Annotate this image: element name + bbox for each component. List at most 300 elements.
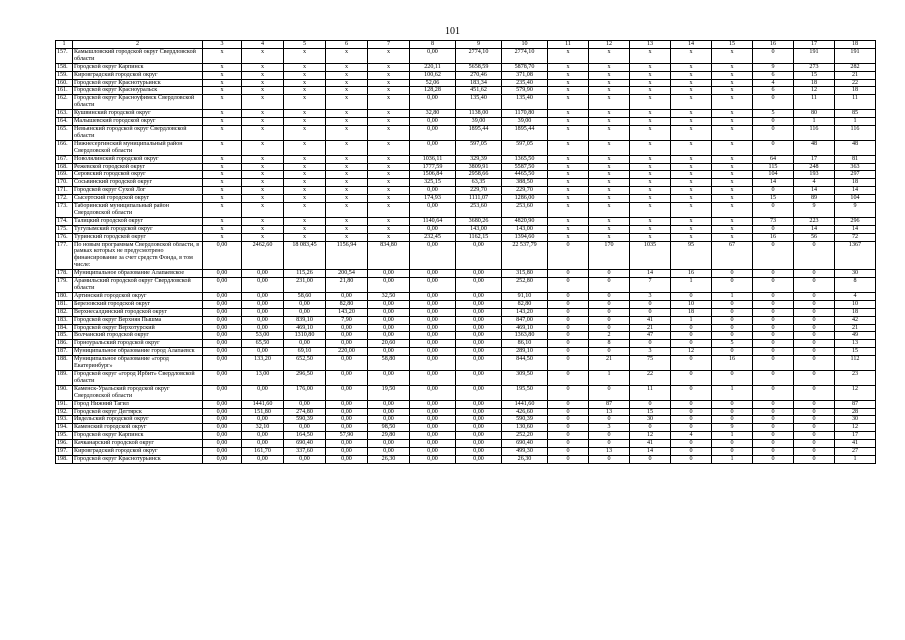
value-cell: 0,00 [410,292,456,300]
table-row [56,171,876,179]
value-cell: 0,00 [203,424,242,432]
value-cell: 229,70 [502,187,548,195]
value-cell: 0 [671,385,712,400]
value-cell: 0 [794,316,835,324]
value-cell: 82,80 [502,300,548,308]
value-cell: x [671,195,712,203]
value-cell: 1036,11 [410,155,456,163]
value-cell: x [368,110,410,118]
column-number: 17 [794,41,835,49]
value-cell: 252,80 [502,278,548,293]
value-cell: 28 [835,408,876,416]
value-cell: 14 [794,187,835,195]
table-row [56,448,876,456]
value-cell: 0,00 [456,370,502,385]
value-cell: 41 [630,316,671,324]
value-cell: x [368,48,410,63]
value-cell: 0,00 [410,400,456,408]
value-cell: x [548,95,589,110]
municipality-name-cell: Муниципальное образование Алапаевское [73,270,203,278]
value-cell: 2774,10 [502,48,548,63]
value-cell: x [589,118,630,126]
municipality-name-cell: Кушвинский городской округ [73,110,203,118]
value-cell: 0,00 [326,370,368,385]
value-cell: 16 [712,356,753,371]
value-cell: 0,00 [203,370,242,385]
value-cell: x [712,140,753,155]
value-cell: 0,00 [242,324,284,332]
value-cell: 0 [548,340,589,348]
value-cell: 12 [835,424,876,432]
value-cell: 0 [548,416,589,424]
value-cell: 0 [753,140,794,155]
value-cell: x [242,171,284,179]
value-cell: 0,00 [456,385,502,400]
table-row [56,332,876,340]
value-cell: 0 [753,332,794,340]
value-cell: x [368,171,410,179]
value-cell: x [326,233,368,241]
value-cell: 0,00 [326,332,368,340]
row-number-cell: 190. [56,385,73,400]
value-cell: 67 [712,241,753,270]
value-cell: 0 [589,455,630,463]
value-cell: 112 [835,356,876,371]
value-cell: x [368,118,410,126]
row-number-cell: 171. [56,187,73,195]
value-cell: 2462,60 [242,241,284,270]
row-number-cell: 186. [56,340,73,348]
value-cell: x [671,155,712,163]
value-cell: 248 [794,163,835,171]
row-number-cell: 170. [56,179,73,187]
value-cell: 9 [712,424,753,432]
value-cell: x [712,87,753,95]
value-cell: 0,00 [326,400,368,408]
value-cell: 0 [589,300,630,308]
value-cell: x [203,179,242,187]
row-number-cell: 184. [56,324,73,332]
value-cell: 0,00 [368,270,410,278]
data-table-container [55,40,875,464]
value-cell: x [671,233,712,241]
value-cell: x [326,71,368,79]
row-number-cell: 183. [56,316,73,324]
value-cell: x [326,187,368,195]
value-cell: 0 [794,300,835,308]
value-cell: 3680,26 [456,217,502,225]
value-cell: 363 [835,163,876,171]
value-cell: 161,70 [242,448,284,456]
value-cell: 0,00 [203,300,242,308]
value-cell: 0 [753,241,794,270]
value-cell: 0,00 [410,324,456,332]
table-row [56,71,876,79]
municipality-name-cell: Горноуральский городской округ [73,340,203,348]
value-cell: x [368,233,410,241]
value-cell: x [284,118,326,126]
value-cell: 0 [753,278,794,293]
value-cell: 0,00 [203,270,242,278]
value-cell: x [589,171,630,179]
data-table [55,40,876,464]
column-number: 5 [284,41,326,49]
value-cell: 115 [753,163,794,171]
value-cell: 0,00 [242,278,284,293]
value-cell: x [326,110,368,118]
row-number-cell: 196. [56,440,73,448]
table-row [56,400,876,408]
row-number-cell: 185. [56,332,73,340]
value-cell: 0 [589,348,630,356]
value-cell: x [203,217,242,225]
value-cell: 223 [794,217,835,225]
value-cell: x [284,125,326,140]
table-row [56,385,876,400]
value-cell: 5878,70 [502,63,548,71]
value-cell: 0 [753,118,794,126]
value-cell: x [368,71,410,79]
municipality-name-cell: Кировградский городской округ [73,448,203,456]
value-cell: x [326,95,368,110]
value-cell: x [712,79,753,87]
value-cell: 0,00 [242,308,284,316]
value-cell: x [712,48,753,63]
table-row [56,370,876,385]
value-cell: 130,60 [502,424,548,432]
value-cell: 170 [589,241,630,270]
value-cell: x [589,110,630,118]
column-number: 1 [56,41,73,49]
value-cell: 0,00 [326,324,368,332]
value-cell: 232,45 [410,233,456,241]
value-cell: 0 [548,292,589,300]
value-cell: 41 [835,440,876,448]
row-number-cell: 173. [56,203,73,218]
row-number-cell: 179. [56,278,73,293]
value-cell: 309,50 [502,370,548,385]
value-cell: 0,00 [410,416,456,424]
value-cell: x [671,203,712,218]
value-cell: 0 [753,400,794,408]
table-row [56,95,876,110]
value-cell: 0,00 [203,448,242,456]
value-cell: 0 [753,324,794,332]
value-cell: 0,00 [326,440,368,448]
value-cell: 0 [589,308,630,316]
value-cell: 151,80 [242,408,284,416]
value-cell: 253,60 [456,203,502,218]
value-cell: 0,00 [284,340,326,348]
municipality-name-cell: Городской округ Красноуфимск Свердловской области [73,95,203,110]
value-cell: 29,80 [368,432,410,440]
value-cell: x [326,225,368,233]
value-cell: 75 [630,356,671,371]
value-cell: x [712,118,753,126]
value-cell: x [712,71,753,79]
value-cell: 0,00 [368,400,410,408]
row-number-cell: 158. [56,63,73,71]
value-cell: 4 [671,432,712,440]
value-cell: 6 [753,71,794,79]
value-cell: x [548,163,589,171]
value-cell: 0 [589,416,630,424]
value-cell: 1 [589,370,630,385]
table-row [56,292,876,300]
value-cell: 839,10 [284,316,326,324]
value-cell: 0 [712,332,753,340]
value-cell: 191 [835,48,876,63]
row-number-cell: 165. [56,125,73,140]
value-cell: 0 [753,356,794,371]
value-cell: 499,30 [502,448,548,456]
value-cell: 1 [835,118,876,126]
value-cell: 0 [753,225,794,233]
value-cell: 8 [589,340,630,348]
value-cell: x [242,125,284,140]
value-cell: x [712,63,753,71]
value-cell: 0,00 [410,48,456,63]
value-cell: x [284,48,326,63]
value-cell: x [548,155,589,163]
table-row [56,87,876,95]
value-cell: 1035 [630,241,671,270]
value-cell: 9 [753,63,794,71]
value-cell: 451,62 [456,87,502,95]
row-number-cell: 175. [56,225,73,233]
municipality-name-cell: Малышевский городской округ [73,118,203,126]
column-number: 3 [203,41,242,49]
value-cell: 22 537,79 [502,241,548,270]
value-cell: 0,00 [326,416,368,424]
row-number-cell: 193. [56,416,73,424]
value-cell: 0,00 [203,400,242,408]
value-cell: x [712,233,753,241]
value-cell: 30 [630,416,671,424]
value-cell: x [589,217,630,225]
value-cell: 0 [794,292,835,300]
value-cell: 0,00 [242,348,284,356]
row-number-cell: 176. [56,233,73,241]
value-cell: 0,00 [284,400,326,408]
value-cell: 0 [794,370,835,385]
value-cell: 0,00 [242,440,284,448]
value-cell: 0 [753,203,794,218]
value-cell: 0,00 [203,408,242,416]
row-number-cell: 182. [56,308,73,316]
value-cell: 0 [671,340,712,348]
value-cell: x [712,195,753,203]
value-cell: x [284,79,326,87]
value-cell: 1 [671,316,712,324]
value-cell: x [284,187,326,195]
municipality-name-cell: Таборинский муниципальный район Свердловской области [73,203,203,218]
value-cell: 469,10 [502,324,548,332]
row-number-cell: 180. [56,292,73,300]
table-row [56,125,876,140]
value-cell: x [630,110,671,118]
municipality-name-cell: Качканарский городской округ [73,440,203,448]
value-cell: 14 [794,225,835,233]
row-number-cell: 169. [56,171,73,179]
value-cell: x [589,179,630,187]
value-cell: x [326,155,368,163]
value-cell: 20,60 [368,340,410,348]
municipality-name-cell: Городской округ Краснотурьинск [73,455,203,463]
value-cell: 0 [712,440,753,448]
value-cell: x [203,195,242,203]
value-cell: 235,40 [502,79,548,87]
value-cell: 4 [753,79,794,87]
value-cell: 0 [589,278,630,293]
municipality-name-cell: Городской округ Краснотурьинск [73,79,203,87]
value-cell: x [203,118,242,126]
value-cell: 0,00 [410,455,456,463]
value-cell: 0 [548,432,589,440]
value-cell: 315,80 [502,270,548,278]
column-number: 10 [502,41,548,49]
value-cell: 12 [630,432,671,440]
table-row [56,324,876,332]
value-cell: 1 [712,455,753,463]
value-cell: 0 [753,316,794,324]
value-cell: 1111,07 [456,195,502,203]
value-cell: x [368,187,410,195]
value-cell: 0 [753,48,794,63]
value-cell: 174,93 [410,195,456,203]
value-cell: 0,00 [456,348,502,356]
table-row [56,195,876,203]
value-cell: 5 [753,110,794,118]
value-cell: 0 [794,400,835,408]
column-number: 16 [753,41,794,49]
table-row [56,225,876,233]
value-cell: 0,00 [410,203,456,218]
value-cell: x [630,155,671,163]
value-cell: 4 [794,179,835,187]
value-cell: 0 [712,400,753,408]
table-row [56,203,876,218]
value-cell: 0,00 [456,424,502,432]
value-cell: x [671,187,712,195]
value-cell: 0,00 [410,316,456,324]
value-cell: x [548,63,589,71]
value-cell: x [712,187,753,195]
value-cell: x [712,179,753,187]
table-row [56,155,876,163]
value-cell: 0,00 [203,241,242,270]
value-cell: 63,35 [456,179,502,187]
value-cell: 270,46 [456,71,502,79]
value-cell: x [203,140,242,155]
value-cell: x [712,217,753,225]
value-cell: 0,00 [368,316,410,324]
value-cell: 14 [630,448,671,456]
value-cell: 0 [712,316,753,324]
value-cell: 0 [671,424,712,432]
value-cell: 13 [589,408,630,416]
value-cell: 191 [794,48,835,63]
value-cell: 15 [753,195,794,203]
value-cell: x [242,95,284,110]
value-cell: x [203,187,242,195]
value-cell: x [284,87,326,95]
value-cell: 0 [794,432,835,440]
value-cell: 12 [835,385,876,400]
value-cell: 0 [671,455,712,463]
value-cell: x [630,95,671,110]
value-cell: x [630,233,671,241]
value-cell: x [242,87,284,95]
value-cell: x [203,171,242,179]
value-cell: 0 [794,455,835,463]
value-cell: 0,00 [410,385,456,400]
municipality-name-cell: Городской округ Сухой Лог [73,187,203,195]
value-cell: 0,00 [326,356,368,371]
value-cell: 590,39 [284,416,326,424]
row-number-cell: 191. [56,400,73,408]
page-number: 101 [445,26,460,37]
value-cell: 834,80 [368,241,410,270]
table-row [56,348,876,356]
value-cell: 0 [753,408,794,416]
table-row [56,424,876,432]
value-cell: 1365,50 [502,155,548,163]
row-number-cell: 168. [56,163,73,171]
value-cell: 0 [753,300,794,308]
value-cell: x [368,155,410,163]
value-cell: 0 [794,448,835,456]
row-number-cell: 167. [56,155,73,163]
value-cell: 0,00 [203,292,242,300]
value-cell: 0,00 [203,416,242,424]
value-cell: 0 [548,370,589,385]
value-cell: x [630,195,671,203]
value-cell: x [589,163,630,171]
value-cell: 0 [753,292,794,300]
value-cell: 282 [835,63,876,71]
value-cell: x [326,171,368,179]
municipality-name-cell: Кировградский городской округ [73,71,203,79]
value-cell: x [368,87,410,95]
row-number-cell: 163. [56,110,73,118]
value-cell: 0 [712,270,753,278]
value-cell: x [203,233,242,241]
value-cell: x [589,203,630,218]
row-number-cell: 187. [56,348,73,356]
table-row [56,270,876,278]
value-cell: 1 [712,385,753,400]
municipality-name-cell: Городской округ Карпинск [73,63,203,71]
value-cell: x [242,203,284,218]
value-cell: 1367 [835,241,876,270]
value-cell: 64 [753,155,794,163]
value-cell: 7,90 [326,316,368,324]
value-cell: 0 [548,300,589,308]
row-number-cell: 159. [56,71,73,79]
value-cell: x [671,110,712,118]
table-row [56,179,876,187]
table-row [56,140,876,155]
value-cell: 0 [712,348,753,356]
value-cell: 143,00 [456,225,502,233]
value-cell: 0,00 [242,455,284,463]
value-cell: x [203,63,242,71]
column-number: 7 [368,41,410,49]
value-cell: x [589,233,630,241]
value-cell: x [671,79,712,87]
value-cell: 18 [835,308,876,316]
